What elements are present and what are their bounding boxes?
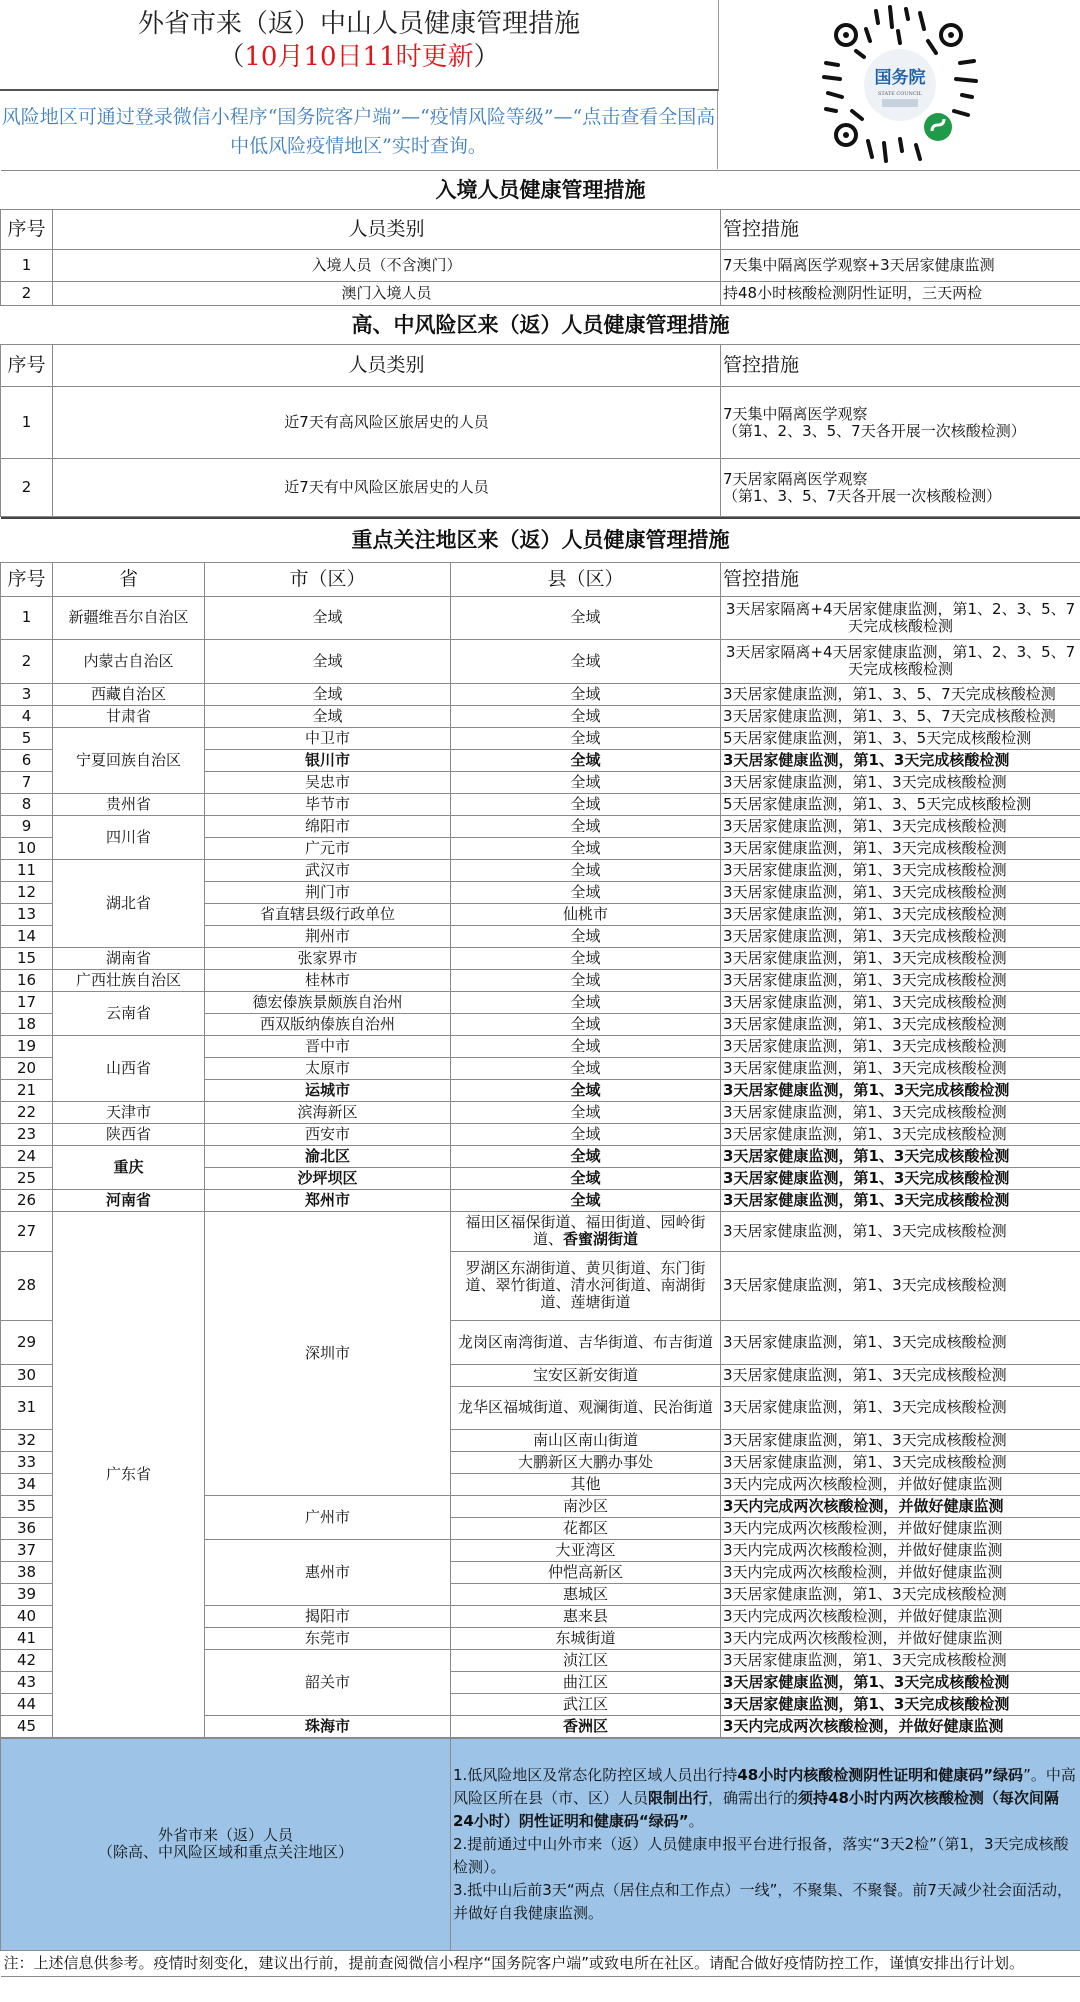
row-county: 全域 [451, 1189, 721, 1211]
col-category: 人员类别 [53, 210, 721, 250]
row-no: 19 [1, 1035, 53, 1057]
policy-item-3: 3.抵中山后前3天“两点（居住点和工作点）一线”，不聚集、不聚餐。前7天减少社会面活动，并做好自我健康监测。 [453, 1880, 1072, 1922]
row-county: 龙华区福城街道、观澜街道、民治街道 [451, 1386, 721, 1429]
row-province: 云南省 [53, 991, 205, 1035]
row-no: 38 [1, 1561, 53, 1583]
row-measure: 7天集中隔离医学观察+3天居家健康监测 [721, 250, 1080, 282]
row-city: 晋中市 [205, 1035, 451, 1057]
row-no: 20 [1, 1057, 53, 1079]
county-text-bold: 香蜜湖街道 [563, 1230, 639, 1248]
table-row [1, 596, 1080, 639]
table-row [1, 727, 1080, 749]
row-county [451, 1211, 721, 1251]
row-measure: 3天居家健康监测，第1、3天完成核酸检测 [721, 837, 1080, 859]
row-measure: 3天居家健康监测，第1、3天完成核酸检测 [721, 881, 1080, 903]
row-county: 全域 [451, 925, 721, 947]
row-no: 1 [1, 596, 53, 639]
row-city: 绵阳市 [205, 815, 451, 837]
table-row [1, 1211, 1080, 1251]
col-measure: 管控措施 [721, 562, 1080, 596]
row-no: 7 [1, 771, 53, 793]
col-seq: 序号 [1, 210, 53, 250]
row-no: 45 [1, 1715, 53, 1737]
row-category: 入境人员（不含澳门） [53, 250, 721, 282]
row-county: 全域 [451, 1079, 721, 1101]
row-measure: 5天居家健康监测，第1、3、5天完成核酸检测 [721, 727, 1080, 749]
row-no: 10 [1, 837, 53, 859]
row-measure: 3天居家健康监测，第1、3天完成核酸检测 [721, 771, 1080, 793]
row-no: 8 [1, 793, 53, 815]
row-county: 全域 [451, 881, 721, 903]
row-province: 西藏自治区 [53, 683, 205, 705]
row-measure: 3天居家健康监测，第1、3天完成核酸检测 [721, 1251, 1080, 1320]
row-county: 浈江区 [451, 1649, 721, 1671]
row-no: 4 [1, 705, 53, 727]
col-seq: 序号 [1, 562, 53, 596]
row-measure: 3天居家健康监测，第1、3天完成核酸检测 [721, 1145, 1080, 1167]
row-measure: 3天居家健康监测，第1、3天完成核酸检测 [721, 991, 1080, 1013]
policy-text: 1.低风险地区及常态化防控区域人员出行持 [453, 1765, 738, 1784]
row-county: 全域 [451, 1035, 721, 1057]
row-no: 31 [1, 1386, 53, 1429]
row-no: 2 [1, 459, 53, 517]
table-row [1, 1101, 1080, 1123]
row-county: 全域 [451, 639, 721, 683]
row-city: 全域 [205, 683, 451, 705]
row-measure: 持48小时核酸检测阴性证明，三天两检 [721, 282, 1080, 306]
row-no: 23 [1, 1123, 53, 1145]
row-county: 花都区 [451, 1517, 721, 1539]
row-city: 韶关市 [205, 1649, 451, 1715]
row-county: 全域 [451, 815, 721, 837]
row-province: 山西省 [53, 1035, 205, 1101]
row-city: 省直辖县级行政单位 [205, 903, 451, 925]
row-no: 28 [1, 1251, 53, 1320]
row-measure: 3天居家健康监测，第1、3天完成核酸检测 [721, 1364, 1080, 1386]
row-no: 1 [1, 250, 53, 282]
row-county: 武江区 [451, 1693, 721, 1715]
page-title: 外省市来（返）中山人员健康管理措施 [137, 9, 580, 39]
row-county: 宝安区新安街道 [451, 1364, 721, 1386]
row-no: 37 [1, 1539, 53, 1561]
row-province: 湖北省 [53, 859, 205, 947]
row-city: 荆州市 [205, 925, 451, 947]
query-hint: 风险地区可通过登录微信小程序“国务院客户端”—“疫情风险等级”—“点击查看全国高中低风险疫情地区”实时查询。 [0, 91, 718, 169]
row-no: 14 [1, 925, 53, 947]
policy-item-2: 2.提前通过中山外市来（返）人员健康申报平台进行报备，落实“3天2检”（第1，3天完成核酸检测）。 [453, 1834, 1069, 1876]
row-measure: 3天居家健康监测，第1、3天完成核酸检测 [721, 1035, 1080, 1057]
row-county: 全域 [451, 771, 721, 793]
row-measure: 3天居家健康监测，第1、3天完成核酸检测 [721, 1583, 1080, 1605]
row-measure [721, 387, 1080, 459]
row-no: 2 [1, 639, 53, 683]
row-no: 32 [1, 1429, 53, 1451]
row-measure: 3天居家健康监测，第1、3天完成核酸检测 [721, 1386, 1080, 1429]
row-city: 揭阳市 [205, 1605, 451, 1627]
row-county: 大亚湾区 [451, 1539, 721, 1561]
row-county: 全域 [451, 969, 721, 991]
row-category: 澳门入境人员 [53, 282, 721, 306]
qr-code-cell [720, 0, 1080, 171]
row-county: 全域 [451, 947, 721, 969]
inbound-table [0, 170, 1080, 517]
row-no: 2 [1, 282, 53, 306]
svg-text:STATE COUNCIL: STATE COUNCIL [877, 91, 923, 97]
row-city: 珠海市 [205, 1715, 451, 1737]
row-county: 罗湖区东湖街道、黄贝街道、东门街道、翠竹街道、清水河街道、南湖街道、莲塘街道 [451, 1251, 721, 1320]
row-measure: 3天内完成两次核酸检测，并做好健康监测 [721, 1627, 1080, 1649]
row-measure: 3天居家健康监测，第1、3天完成核酸检测 [721, 1123, 1080, 1145]
row-county: 其他 [451, 1473, 721, 1495]
row-province: 重庆 [53, 1145, 205, 1189]
row-measure: 3天居家健康监测，第1、3天完成核酸检测 [721, 1693, 1080, 1715]
table-row [1, 683, 1080, 705]
row-no: 34 [1, 1473, 53, 1495]
table-row [1, 1738, 1080, 1950]
row-city: 全域 [205, 596, 451, 639]
row-city: 东莞市 [205, 1627, 451, 1649]
other-policy [451, 1738, 1080, 1950]
col-county: 县（区） [451, 562, 721, 596]
section-title-risk: 高、中风险区来（返）人员健康管理措施 [1, 306, 1080, 345]
row-county: 全域 [451, 1057, 721, 1079]
category-line: （除高、中风险区域和重点关注地区） [97, 1843, 353, 1861]
row-city: 全域 [205, 705, 451, 727]
table-row [1, 387, 1080, 459]
row-city: 西双版纳傣族自治州 [205, 1013, 451, 1035]
row-province: 广西壮族自治区 [53, 969, 205, 991]
other-regions-table [0, 1738, 1080, 1977]
row-city: 惠州市 [205, 1539, 451, 1605]
row-city: 渝北区 [205, 1145, 451, 1167]
row-province: 新疆维吾尔自治区 [53, 596, 205, 639]
row-measure: 3天内完成两次核酸检测，并做好健康监测 [721, 1495, 1080, 1517]
row-county: 龙岗区南湾街道、吉华街道、布吉街道 [451, 1320, 721, 1364]
row-no: 41 [1, 1627, 53, 1649]
row-no: 1 [1, 387, 53, 459]
row-no: 26 [1, 1189, 53, 1211]
row-measure: 3天居家健康监测，第1、3天完成核酸检测 [721, 1101, 1080, 1123]
row-no: 24 [1, 1145, 53, 1167]
row-measure: 3天居家健康监测，第1、3天完成核酸检测 [721, 903, 1080, 925]
row-city: 沙坪坝区 [205, 1167, 451, 1189]
row-no: 17 [1, 991, 53, 1013]
row-city: 全域 [205, 639, 451, 683]
row-measure: 3天居家健康监测，第1、3天完成核酸检测 [721, 1429, 1080, 1451]
policy-item-1 [453, 1764, 1078, 1833]
row-province: 甘肃省 [53, 705, 205, 727]
policy-text-bold: 须持48小时内两次核酸检测（每次间隔24小时）阴性证明和健康码“绿码” [453, 1788, 1059, 1830]
col-measure: 管控措施 [721, 210, 1080, 250]
row-county: 全域 [451, 749, 721, 771]
row-county: 全域 [451, 991, 721, 1013]
category-line: 外省市来（返）人员 [157, 1826, 293, 1844]
row-measure: 3天内完成两次核酸检测，并做好健康监测 [721, 1561, 1080, 1583]
row-city: 中卫市 [205, 727, 451, 749]
table-row [1, 947, 1080, 969]
row-city: 运城市 [205, 1079, 451, 1101]
row-city: 吴忠市 [205, 771, 451, 793]
row-county: 惠城区 [451, 1583, 721, 1605]
row-measure: 3天居家隔离+4天居家健康监测，第1、2、3、5、7天完成核酸检测 [721, 596, 1080, 639]
col-province: 省 [53, 562, 205, 596]
row-county: 全域 [451, 1101, 721, 1123]
row-no: 36 [1, 1517, 53, 1539]
row-measure: 3天居家健康监测，第1、3天完成核酸检测 [721, 1451, 1080, 1473]
row-no: 27 [1, 1211, 53, 1251]
measure-line: （第1、3、5、7天各开展一次核酸检测） [723, 486, 1002, 505]
row-city: 武汉市 [205, 859, 451, 881]
row-measure: 3天居家健康监测，第1、3天完成核酸检测 [721, 1057, 1080, 1079]
row-county: 南山区南山街道 [451, 1429, 721, 1451]
row-measure: 3天居家健康监测，第1、3天完成核酸检测 [721, 947, 1080, 969]
row-measure: 3天居家健康监测，第1、3天完成核酸检测 [721, 1079, 1080, 1101]
row-city: 广元市 [205, 837, 451, 859]
row-no: 43 [1, 1671, 53, 1693]
table-row [1, 459, 1080, 517]
paren-open: （ [218, 42, 245, 72]
row-measure: 3天居家健康监测，第1、3、5、7天完成核酸检测 [721, 705, 1080, 727]
row-province: 陕西省 [53, 1123, 205, 1145]
row-county: 全域 [451, 705, 721, 727]
row-county: 仙桃市 [451, 903, 721, 925]
table-row [1, 815, 1080, 837]
policy-text: 。 [688, 1811, 704, 1830]
row-province: 四川省 [53, 815, 205, 859]
row-county: 全域 [451, 1013, 721, 1035]
row-measure: 3天居家健康监测，第1、3天完成核酸检测 [721, 1211, 1080, 1251]
row-county: 全域 [451, 683, 721, 705]
table-row [1, 639, 1080, 683]
policy-text-bold: 限制出行 [648, 1788, 709, 1807]
row-category: 近7天有中风险区旅居史的人员 [53, 459, 721, 517]
row-no: 3 [1, 683, 53, 705]
table-row [1, 1035, 1080, 1057]
row-city: 张家界市 [205, 947, 451, 969]
row-city: 广州市 [205, 1495, 451, 1539]
row-no: 12 [1, 881, 53, 903]
row-no: 29 [1, 1320, 53, 1364]
row-city: 深圳市 [205, 1211, 451, 1495]
update-time-text: 10月10日11时更新 [244, 42, 474, 72]
table-row [1, 250, 1080, 282]
row-no: 9 [1, 815, 53, 837]
row-no: 6 [1, 749, 53, 771]
table-row [1, 793, 1080, 815]
policy-text: ”。中高风险区所在县（市、区）人员 [453, 1765, 1076, 1807]
footer-note: 注：上述信息供参考。疫情时刻变化，建议出行前，提前查阅微信小程序“国务院客户端”或致电所在社区。请配合做好疫情防控工作，谨慎安排出行计划。 [1, 1950, 1080, 1976]
measure-line: （第1、2、3、5、7天各开展一次核酸检测） [723, 421, 1026, 440]
row-no: 16 [1, 969, 53, 991]
row-city: 德宏傣族景颇族自治州 [205, 991, 451, 1013]
row-county: 香洲区 [451, 1715, 721, 1737]
row-city: 西安市 [205, 1123, 451, 1145]
county-text: 福田区福保街道、福田街道、园岭街道、 [465, 1213, 706, 1248]
row-measure: 3天内完成两次核酸检测，并做好健康监测 [721, 1605, 1080, 1627]
row-county: 大鹏新区大鹏办事处 [451, 1451, 721, 1473]
svg-text:国务院: 国务院 [874, 68, 926, 88]
qr-code-icon[interactable] [816, 1, 984, 169]
table-row [1, 282, 1080, 306]
page-header [0, 0, 1080, 170]
row-province: 广东省 [53, 1211, 205, 1737]
row-no: 40 [1, 1605, 53, 1627]
row-measure: 3天居家健康监测，第1、3天完成核酸检测 [721, 1671, 1080, 1693]
col-city: 市（区） [205, 562, 451, 596]
policy-text-bold: 48小时内核酸检测阴性证明和健康码”绿码 [737, 1765, 1024, 1784]
row-city: 桂林市 [205, 969, 451, 991]
row-province: 贵州省 [53, 793, 205, 815]
row-no: 13 [1, 903, 53, 925]
row-county: 全域 [451, 793, 721, 815]
policy-text: ，确需出行的 [708, 1788, 799, 1807]
col-seq: 序号 [1, 345, 53, 387]
other-category [1, 1738, 451, 1950]
row-measure: 3天内完成两次核酸检测，并做好健康监测 [721, 1715, 1080, 1737]
row-city: 银川市 [205, 749, 451, 771]
table-row [1, 1189, 1080, 1211]
row-city: 太原市 [205, 1057, 451, 1079]
row-county: 全域 [451, 1123, 721, 1145]
row-no: 35 [1, 1495, 53, 1517]
row-measure: 3天居家健康监测，第1、3天完成核酸检测 [721, 1013, 1080, 1035]
table-row [1, 1145, 1080, 1167]
table-row [1, 859, 1080, 881]
row-county: 东城街道 [451, 1627, 721, 1649]
row-county: 全域 [451, 1145, 721, 1167]
row-measure: 3天居家健康监测，第1、3天完成核酸检测 [721, 815, 1080, 837]
row-no: 5 [1, 727, 53, 749]
row-measure: 3天内完成两次核酸检测，并做好健康监测 [721, 1473, 1080, 1495]
row-county: 曲江区 [451, 1671, 721, 1693]
row-measure: 3天居家健康监测，第1、3天完成核酸检测 [721, 749, 1080, 771]
row-county: 全域 [451, 1167, 721, 1189]
row-province: 内蒙古自治区 [53, 639, 205, 683]
table-row [1, 1123, 1080, 1145]
row-measure: 3天居家隔离+4天居家健康监测，第1、2、3、5、7天完成核酸检测 [721, 639, 1080, 683]
row-city: 荆门市 [205, 881, 451, 903]
title-block [0, 0, 719, 91]
row-county: 全域 [451, 596, 721, 639]
row-no: 44 [1, 1693, 53, 1715]
row-city: 滨海新区 [205, 1101, 451, 1123]
row-measure [721, 459, 1080, 517]
row-measure: 3天居家健康监测，第1、3天完成核酸检测 [721, 859, 1080, 881]
update-time [0, 39, 718, 75]
row-measure: 3天居家健康监测，第1、3天完成核酸检测 [721, 925, 1080, 947]
section-title-inbound: 入境人员健康管理措施 [1, 171, 1080, 210]
row-no: 30 [1, 1364, 53, 1386]
row-measure: 3天内完成两次核酸检测，并做好健康监测 [721, 1539, 1080, 1561]
row-county: 全域 [451, 837, 721, 859]
measure-line: 7天集中隔离医学观察 [723, 404, 868, 423]
row-measure: 3天居家健康监测，第1、3天完成核酸检测 [721, 1320, 1080, 1364]
row-county: 全域 [451, 859, 721, 881]
row-province: 河南省 [53, 1189, 205, 1211]
row-measure: 3天居家健康监测，第1、3天完成核酸检测 [721, 969, 1080, 991]
row-measure: 3天居家健康监测，第1、3、5、7天完成核酸检测 [721, 683, 1080, 705]
row-measure: 3天居家健康监测，第1、3天完成核酸检测 [721, 1189, 1080, 1211]
table-row [1, 705, 1080, 727]
measure-line: 7天居家隔离医学观察 [723, 469, 868, 488]
row-measure: 3天居家健康监测，第1、3天完成核酸检测 [721, 1649, 1080, 1671]
row-county: 全域 [451, 727, 721, 749]
row-no: 39 [1, 1583, 53, 1605]
row-no: 22 [1, 1101, 53, 1123]
focus-table [0, 517, 1080, 1738]
row-county: 惠来县 [451, 1605, 721, 1627]
row-no: 11 [1, 859, 53, 881]
row-city: 郑州市 [205, 1189, 451, 1211]
row-no: 42 [1, 1649, 53, 1671]
row-province: 宁夏回族自治区 [53, 727, 205, 793]
row-measure: 3天居家健康监测，第1、3天完成核酸检测 [721, 1167, 1080, 1189]
row-no: 18 [1, 1013, 53, 1035]
section-title-focus: 重点关注地区来（返）人员健康管理措施 [1, 518, 1080, 562]
row-measure: 3天内完成两次核酸检测，并做好健康监测 [721, 1517, 1080, 1539]
row-no: 21 [1, 1079, 53, 1101]
row-province: 天津市 [53, 1101, 205, 1123]
row-county: 南沙区 [451, 1495, 721, 1517]
col-category: 人员类别 [53, 345, 721, 387]
row-no: 33 [1, 1451, 53, 1473]
row-category: 近7天有高风险区旅居史的人员 [53, 387, 721, 459]
row-city: 毕节市 [205, 793, 451, 815]
row-county: 仲恺高新区 [451, 1561, 721, 1583]
table-row [1, 969, 1080, 991]
row-measure: 5天居家健康监测，第1、3、5天完成核酸检测 [721, 793, 1080, 815]
row-no: 25 [1, 1167, 53, 1189]
paren-close: ） [473, 42, 500, 72]
row-province: 湖南省 [53, 947, 205, 969]
row-no: 15 [1, 947, 53, 969]
col-measure: 管控措施 [721, 345, 1080, 387]
table-row [1, 991, 1080, 1013]
